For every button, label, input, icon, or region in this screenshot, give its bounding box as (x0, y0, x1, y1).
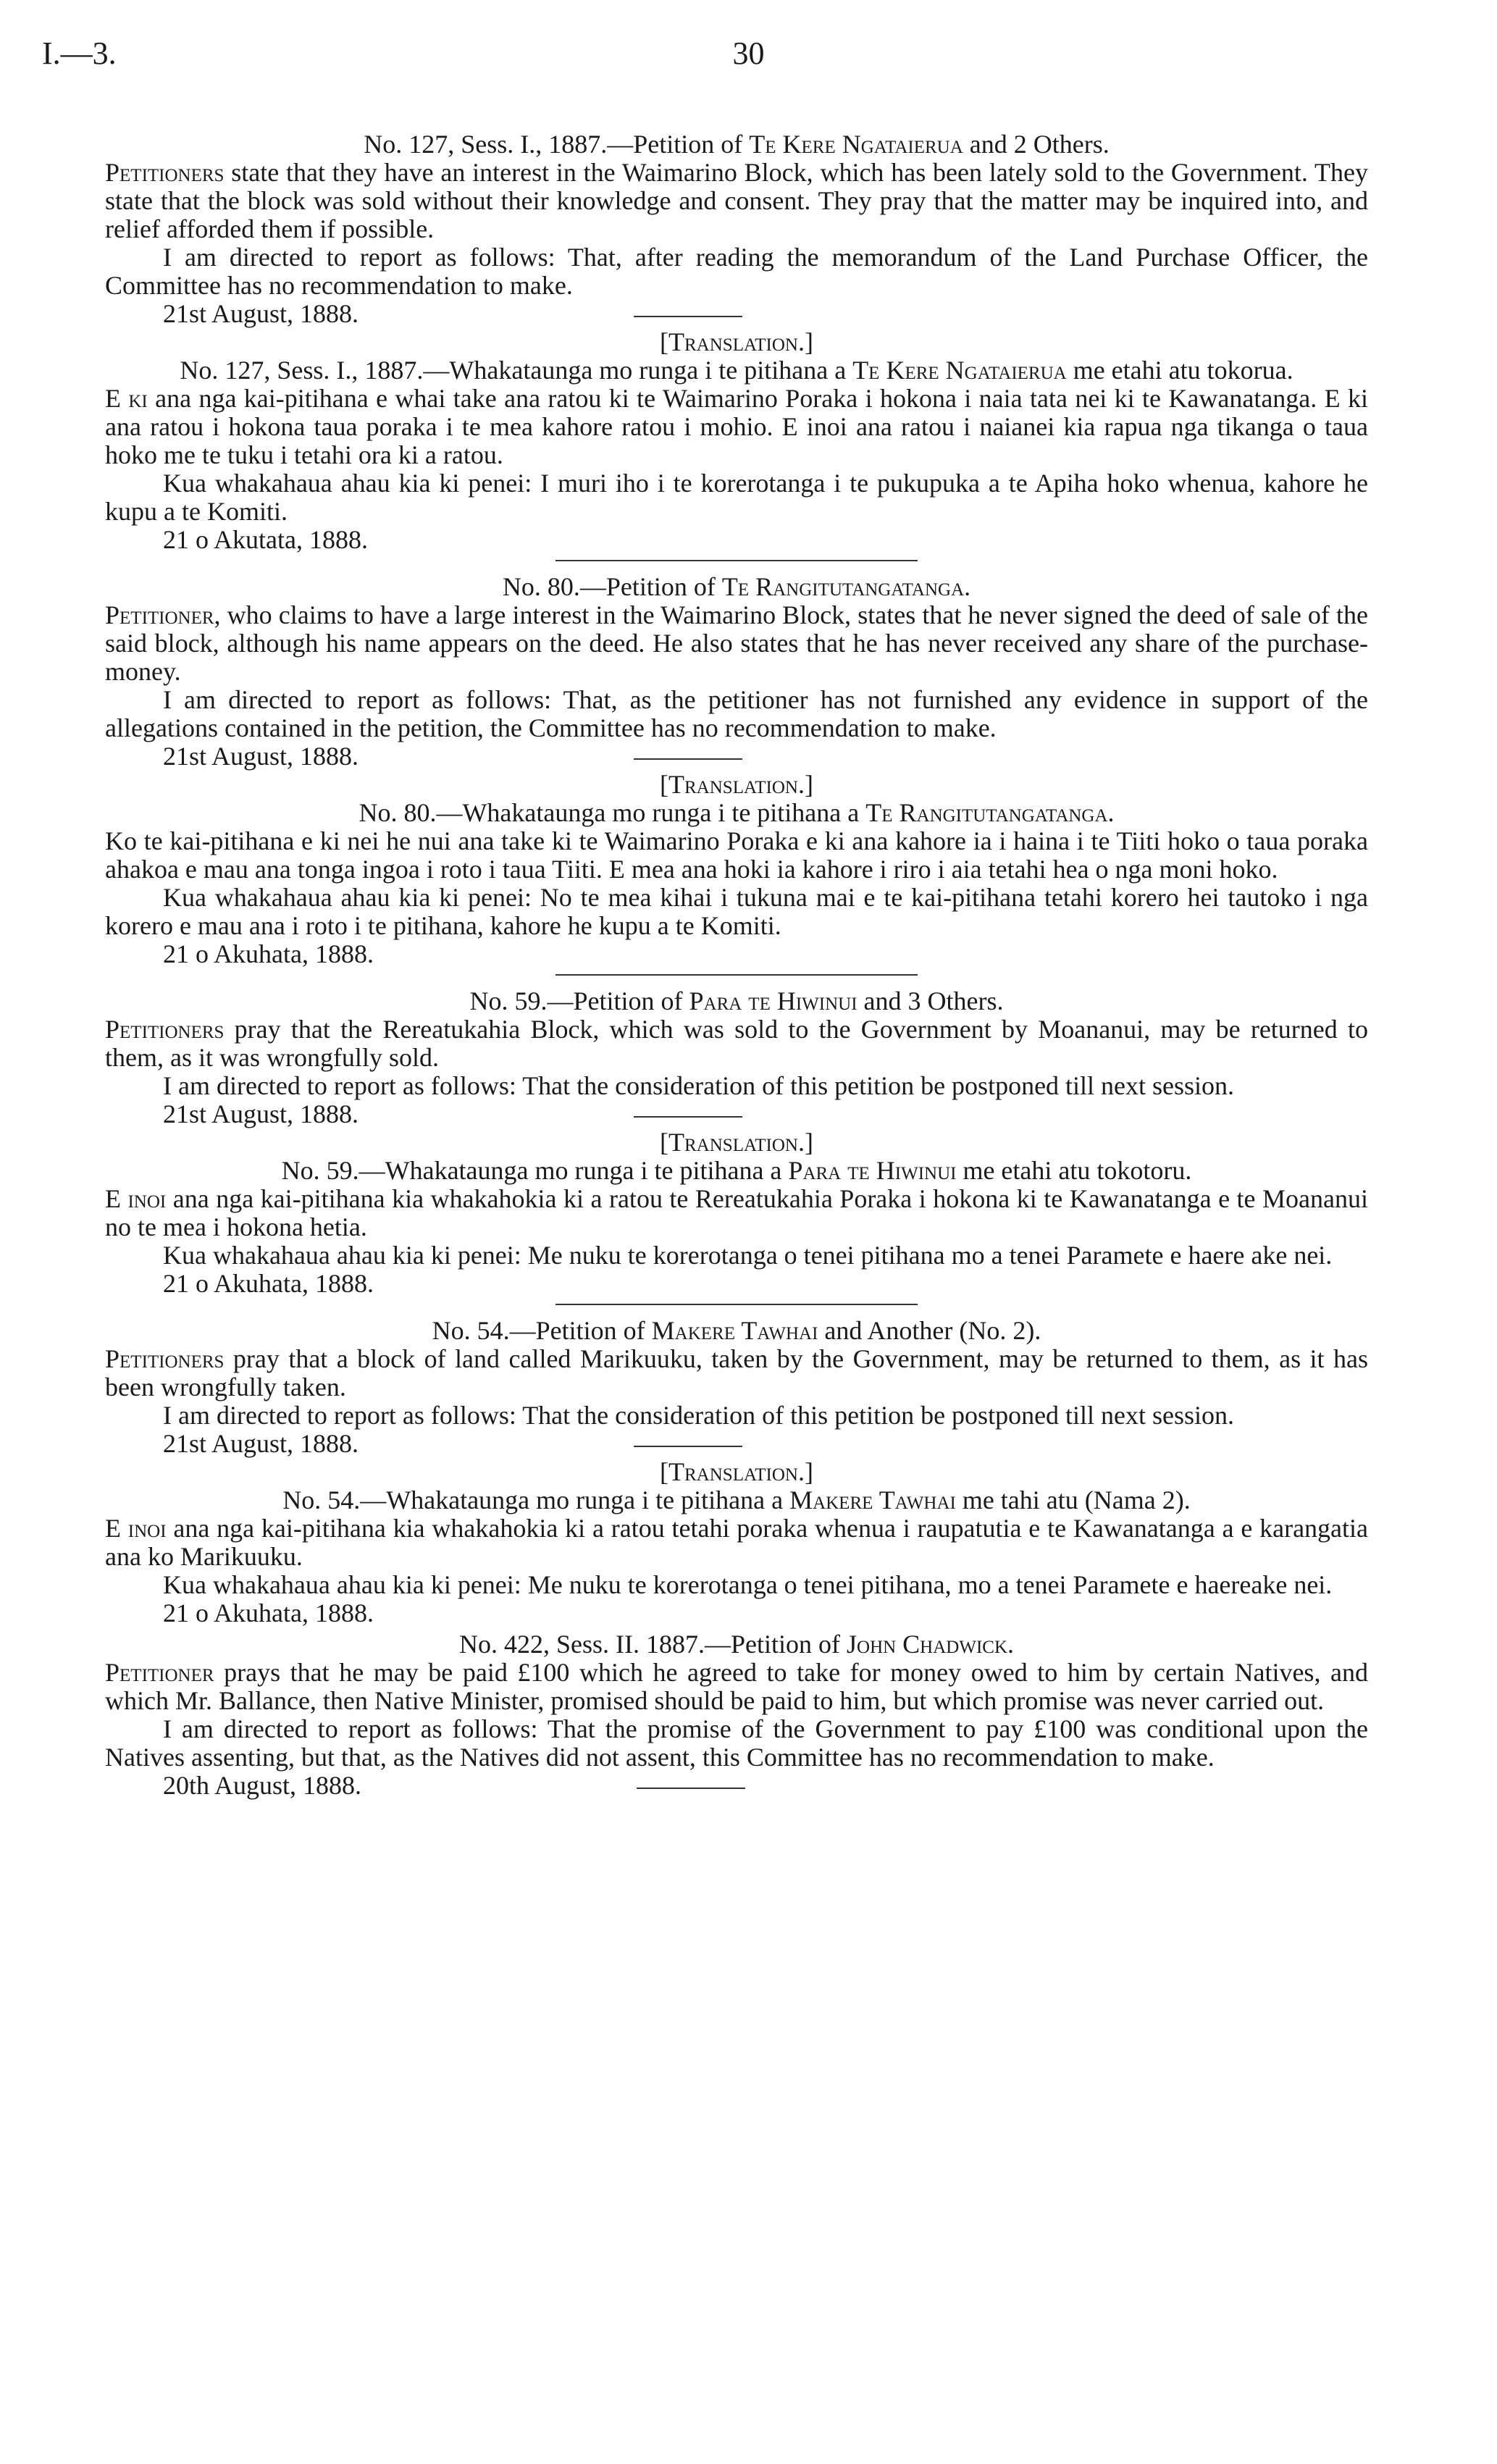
translation-report: Kua whakahaua ahau kia ki penei: I muri iho i te korerotanga i te pukupuka a te Apiha hoko whenua, kahore he kupu a te Komiti. (105, 469, 1368, 526)
petition-section (105, 1317, 1368, 1630)
short-rule (634, 758, 742, 760)
report-date: 21st August, 1888. (105, 1100, 1368, 1128)
translation-label: [Translation.] (660, 1128, 813, 1157)
document-body (105, 130, 1368, 1800)
translation-label: [Translation.] (660, 1457, 813, 1486)
report-paragraph: I am directed to report as follows: That the consideration of this petition be postponed till next session. (163, 1071, 1235, 1100)
translation-label: [Translation.] (660, 770, 813, 799)
report-paragraph: I am directed to report as follows: That the consideration of this petition be postponed till next session. (163, 1401, 1235, 1430)
translation-paragraph: Ko te kai-pitihana e ki nei he nui ana take ki te Waimarino Poraka e ki ana kahore ia i haina i te Tiiti hoko o taua poraka ahakoa e mau ana tonga ingoa i roto i taua Tiiti. E mea ana hoki ia kahore i riro i aia tetahi hea o nga moni hoko. (105, 826, 1368, 884)
short-rule (634, 316, 742, 317)
translation-paragraph: E inoi ana nga kai-pitihana kia whakahokia ki a ratou tetahi poraka whenua i raupatutia e te Kawanatanga a e karangatia ana ko Marikuuku. (105, 1514, 1369, 1571)
report-date: 20th August, 1888. (105, 1772, 1368, 1800)
report-paragraph: I am directed to report as follows: That the promise of the Government to pay £100 was conditional upon the Natives assenting, but that, as the Natives did not assent, this Committee has no recommendation to make. (105, 1714, 1368, 1772)
translation-report: Kua whakahaua ahau kia ki penei: Me nuku te korerotanga o tenei pitihana, mo a tenei Paramete e haereake nei. (163, 1570, 1333, 1599)
petition-heading: No. 54.—Petition of Makere Tawhai and Another (No. 2). (432, 1316, 1041, 1345)
translation-heading: No. 80.—Whakataunga mo runga i te pitihana a Te Rangitutangatanga. (358, 798, 1115, 827)
petition-paragraph: Petitioner, who claims to have a large interest in the Waimarino Block, states that he never signed the deed of sale of the said block, although his name appears on the deed. He also states that he has never received any share of the purchase-money. (105, 600, 1368, 686)
petition-paragraph: Petitioners state that they have an interest in the Waimarino Block, which has been lately sold to the Government. They state that the block was sold without their knowledge and consent. They pray that the matter may be inquired into, and relief afforded them if possible. (105, 158, 1368, 243)
short-rule (634, 1116, 742, 1118)
petition-heading: No. 80.—Petition of Te Rangitutangatanga. (502, 572, 971, 601)
petition-section (105, 573, 1368, 976)
petition-heading: No. 127, Sess. I., 1887.—Petition of Te Kere Ngataierua and 2 Others. (364, 130, 1110, 159)
report-date: 21st August, 1888. (105, 1430, 1368, 1458)
translation-date: 21 o Akuhata, 1888. (163, 1598, 374, 1627)
translation-date: 21 o Akuhata, 1888. (163, 939, 374, 968)
report-paragraph: I am directed to report as follows: That, after reading the memorandum of the Land Purchase Officer, the Committee has no recommendation to make. (105, 243, 1368, 300)
translation-date: 21 o Akuhata, 1888. (163, 1269, 374, 1298)
petition-section (105, 1630, 1368, 1800)
page-number: 30 (732, 35, 765, 71)
petition-section (105, 987, 1368, 1305)
section-divider (555, 1304, 918, 1305)
translation-paragraph: E ki ana nga kai-pitihana e whai take ana ratou ki te Waimarino Poraka i hokona i naia tata nei ki te Kawanatanga. E ki ana ratou i hokona taua poraka i te mea kahore ratou i mohio. E inoi ana ratou i naianei kia rapua nga tikanga o taua hoko me te tuku i tetahi ora ki a ratou. (105, 384, 1368, 469)
translation-date: 21 o Akutata, 1888. (163, 525, 368, 554)
section-divider (555, 974, 918, 976)
report-date: 21st August, 1888. (105, 300, 1368, 328)
petition-heading: No. 422, Sess. II. 1887.—Petition of John Chadwick. (459, 1630, 1014, 1659)
document-reference: I.—3. (42, 35, 117, 71)
report-date: 21st August, 1888. (105, 742, 1368, 771)
section-divider (555, 560, 918, 561)
petition-paragraph: Petitioners pray that a block of land called Marikuuku, taken by the Government, may be returned to them, as it has been wrongfully taken. (105, 1344, 1368, 1401)
petition-heading: No. 59.—Petition of Para te Hiwinui and 3 Others. (469, 986, 1004, 1015)
translation-heading: No. 54.—Whakataunga mo runga i te pitihana a Makere Tawhai me tahi atu (Nama 2). (282, 1485, 1191, 1514)
translation-report: Kua whakahaua ahau kia ki penei: Me nuku te korerotanga o tenei pitihana mo a tenei Paramete e haere ake nei. (163, 1241, 1333, 1270)
translation-report: Kua whakahaua ahau kia ki penei: No te mea kihai i tukuna mai e te kai-pitihana tetahi korero hei tautoko i nga korero e mau ana i roto i te pitihana, kahore he kupu a te Komiti. (105, 883, 1368, 940)
short-rule (637, 1788, 745, 1789)
report-paragraph: I am directed to report as follows: That, as the petitioner has not furnished any evidence in support of the allegations contained in the petition, the Committee has no recommendation to make. (105, 685, 1368, 742)
short-rule (634, 1446, 742, 1447)
petition-paragraph: Petitioner prays that he may be paid £100 which he agreed to take for money owed to him by certain Natives, and which Mr. Ballance, then Native Minister, promised should be paid to him, but which promise was never carried out. (105, 1658, 1368, 1715)
translation-heading: No. 127, Sess. I., 1887.—Whakataunga mo runga i te pitihana a Te Kere Ngataierua me etahi atu tokorua. (180, 356, 1293, 385)
petition-section (105, 130, 1368, 561)
translation-paragraph: E inoi ana nga kai-pitihana kia whakahokia ki a ratou te Rereatukahia Poraka i hokona ki te Kawanatanga e te Moananui no te mea i hokona hetia. (105, 1184, 1369, 1241)
translation-heading: No. 59.—Whakataunga mo runga i te pitihana a Para te Hiwinui me etahi atu tokotoru. (281, 1156, 1192, 1185)
petition-paragraph: Petitioners pray that the Rereatukahia Block, which was sold to the Government by Moananui, may be returned to them, as it was wrongfully sold. (105, 1015, 1368, 1072)
translation-label: [Translation.] (660, 327, 813, 356)
